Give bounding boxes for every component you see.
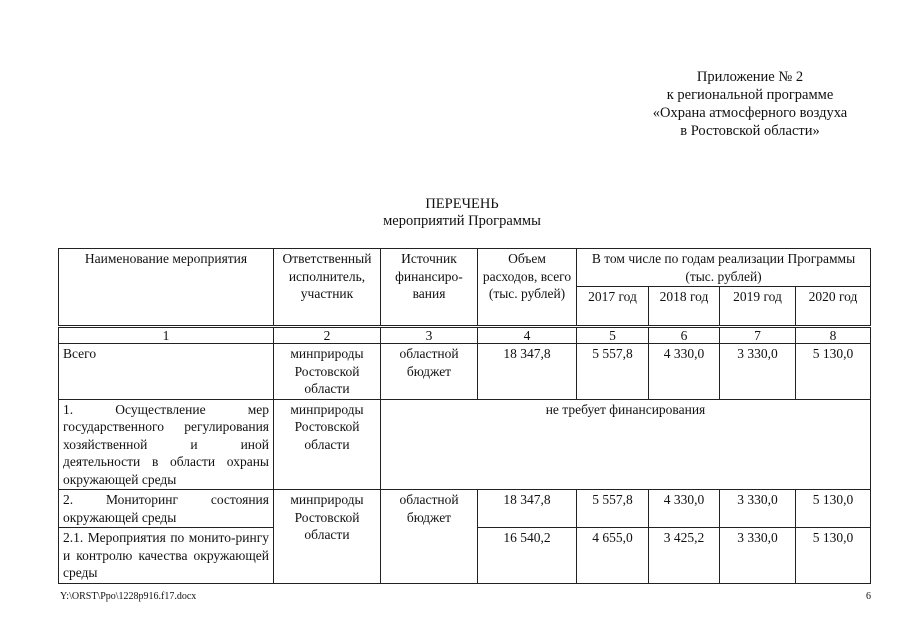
row-executor: минприроды Ростовской области: [274, 399, 381, 490]
appendix-line-2: к региональной программе: [666, 87, 834, 103]
column-number: 3: [381, 327, 478, 344]
row-executor: минприроды Ростовской области: [274, 344, 381, 400]
measures-table: [58, 248, 871, 584]
appendix-block: [600, 68, 900, 140]
row-2018: 4 330,0: [649, 490, 720, 528]
row-source: областной бюджет: [381, 344, 478, 400]
appendix-line-4: в Ростовской области»: [680, 123, 820, 139]
column-number: 6: [649, 327, 720, 344]
header-source: Источник финансиро-вания: [381, 249, 478, 327]
row-2020: 5 130,0: [796, 490, 871, 528]
title-sub: мероприятий Программы: [383, 213, 541, 229]
row-2017: 5 557,8: [577, 344, 649, 400]
row-2019: 3 330,0: [720, 344, 796, 400]
row-funding-note: не требует финансирования: [381, 399, 871, 490]
row-source: областной бюджет: [381, 490, 478, 584]
column-number: 2: [274, 327, 381, 344]
table-row-measure-2: [59, 490, 871, 528]
table-row-measure-1: [59, 399, 871, 490]
row-name: 2. Мониторинг состояния окружающей среды: [59, 490, 274, 528]
header-name: Наименование мероприятия: [59, 249, 274, 327]
appendix-line-1: Приложение № 2: [696, 69, 804, 85]
row-total: 18 347,8: [478, 490, 577, 528]
column-number: 8: [796, 327, 871, 344]
row-2017: 4 655,0: [577, 528, 649, 584]
header-year-2019: 2019 год: [720, 287, 796, 327]
column-number: 5: [577, 327, 649, 344]
row-2017: 5 557,8: [577, 490, 649, 528]
table-row-total: [59, 344, 871, 400]
appendix-line-3: «Охрана атмосферного воздуха: [652, 105, 848, 121]
header-volume: Объем расходов, всего (тыс. рублей): [478, 249, 577, 327]
row-2020: 5 130,0: [796, 344, 871, 400]
row-total: 16 540,2: [478, 528, 577, 584]
row-2020: 5 130,0: [796, 528, 871, 584]
row-total: 18 347,8: [478, 344, 577, 400]
header-years-group: В том числе по годам реализации Программы (тыс. рублей): [577, 249, 871, 287]
row-2018: 3 425,2: [649, 528, 720, 584]
column-number: 7: [720, 327, 796, 344]
footer-page-number: 6: [866, 591, 871, 602]
header-row: [59, 249, 871, 287]
header-year-2018: 2018 год: [649, 287, 720, 327]
row-2019: 3 330,0: [720, 490, 796, 528]
column-number: 4: [478, 327, 577, 344]
row-name: 2.1. Мероприятия по монито-рингу и контролю качества окружающей среды: [59, 528, 274, 584]
header-year-2017: 2017 год: [577, 287, 649, 327]
row-name: Всего: [59, 344, 274, 400]
row-executor: минприроды Ростовской области: [274, 490, 381, 584]
footer-file-path: Y:\ORST\Ppo\1228p916.f17.docx: [60, 591, 197, 602]
column-number: 1: [59, 327, 274, 344]
title-main: ПЕРЕЧЕНЬ: [425, 196, 499, 212]
header-year-2020: 2020 год: [796, 287, 871, 327]
row-2019: 3 330,0: [720, 528, 796, 584]
column-number-row: [59, 327, 871, 344]
header-executor: Ответственный исполнитель, участник: [274, 249, 381, 327]
row-name: 1. Осуществление мер государственного регулирования хозяйственной и иной деятельности в области охраны окружающей среды: [59, 399, 274, 490]
row-2018: 4 330,0: [649, 344, 720, 400]
